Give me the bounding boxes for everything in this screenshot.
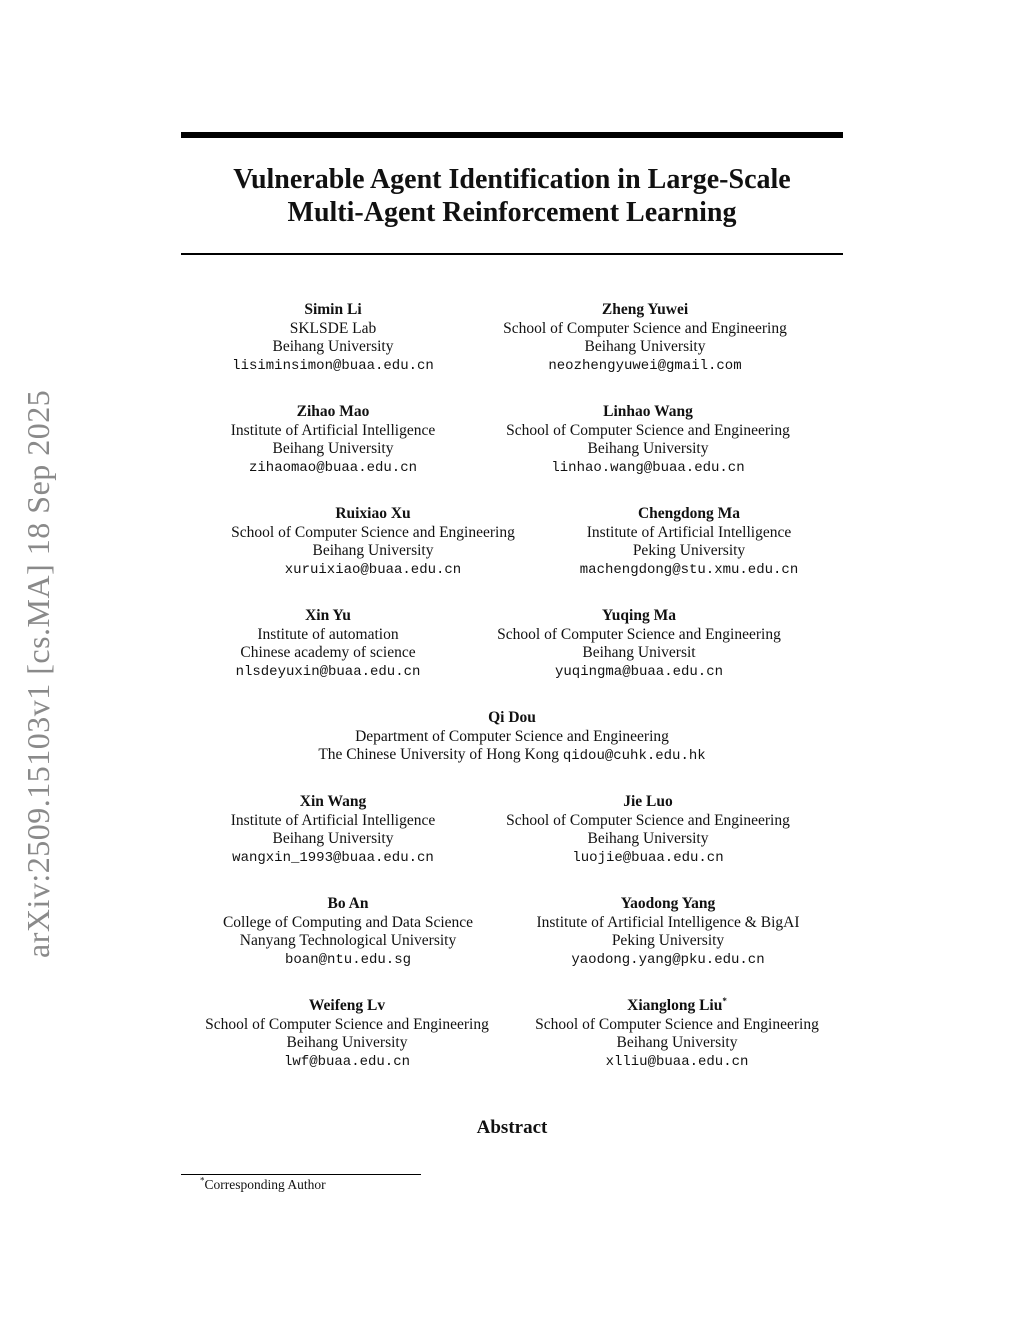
- author-affiliation: SKLSDE Lab: [289, 319, 377, 337]
- author-block: [464, 607, 814, 681]
- footnote-mark: *: [200, 1175, 205, 1186]
- author-institution: Beihang University: [286, 1034, 408, 1051]
- author-block: [172, 997, 522, 1071]
- author-affiliation: School of Computer Science and Engineering: [506, 421, 790, 439]
- author-institution: Nanyang Technological University: [239, 932, 457, 949]
- title-line-1: Vulnerable Agent Identification in Large-Scale: [233, 164, 791, 195]
- author-email[interactable]: linhao.wang@buaa.edu.cn: [551, 459, 745, 476]
- footnote-rule: [181, 1174, 421, 1175]
- author-name: Weifeng Lv: [308, 997, 386, 1014]
- author-affiliation: Department of Computer Science and Engineering: [355, 727, 669, 745]
- author-email[interactable]: xlliu@buaa.edu.cn: [605, 1053, 749, 1070]
- author-email[interactable]: neozhengyuwei@gmail.com: [548, 357, 742, 374]
- author-email[interactable]: xuruixiao@buaa.edu.cn: [284, 561, 462, 578]
- author-name: Chengdong Ma: [637, 505, 741, 522]
- author-institution: Beihang University: [587, 830, 709, 847]
- author-block: [178, 607, 478, 681]
- author-block: [183, 403, 483, 477]
- author-affiliation: School of Computer Science and Engineering: [535, 1015, 819, 1033]
- author-email[interactable]: lisiminsimon@buaa.edu.cn: [232, 357, 434, 374]
- title-rule-bottom: [181, 253, 843, 255]
- author-affiliation: School of Computer Science and Engineering: [506, 811, 790, 829]
- arxiv-identifier: arXiv:2509.15103v1 [cs.MA] 18 Sep 2025: [20, 389, 56, 958]
- author-affiliation: School of Computer Science and Engineering: [497, 625, 781, 643]
- author-block: [470, 301, 820, 375]
- author-institution: Beihang University: [616, 1034, 738, 1051]
- author-block: [262, 709, 762, 766]
- author-affiliation: Institute of Artificial Intelligence: [230, 811, 436, 829]
- author-affiliation: Institute of automation: [257, 625, 399, 643]
- author-name: Xin Wang: [299, 793, 367, 810]
- author-institution: Beihang University: [312, 542, 434, 559]
- author-email[interactable]: zihaomao@buaa.edu.cn: [248, 459, 418, 476]
- author-name: Ruixiao Xu: [335, 505, 411, 522]
- author-email[interactable]: yaodong.yang@pku.edu.cn: [571, 951, 765, 968]
- author-block: [183, 301, 483, 375]
- author-name: Xin Yu: [305, 607, 351, 624]
- author-institution: Beihang University: [272, 440, 394, 457]
- author-name: Simin Li: [304, 301, 362, 318]
- author-affiliation: Institute of Artificial Intelligence & BigAI: [536, 913, 800, 931]
- author-affiliation: College of Computing and Data Science: [222, 913, 474, 931]
- author-name: Linhao Wang: [603, 403, 693, 420]
- abstract-heading: Abstract: [476, 1117, 548, 1138]
- author-name: Zheng Yuwei: [601, 301, 689, 318]
- author-affiliation: School of Computer Science and Engineering: [503, 319, 787, 337]
- author-affiliation: School of Computer Science and Engineering: [205, 1015, 489, 1033]
- author-institution: The Chinese University of Hong Kong: [318, 746, 559, 763]
- author-email[interactable]: boan@ntu.edu.sg: [284, 951, 412, 968]
- author-email[interactable]: yuqingma@buaa.edu.cn: [554, 663, 724, 680]
- author-email[interactable]: qidou@cuhk.edu.hk: [562, 748, 706, 764]
- author-name: Yaodong Yang: [620, 895, 716, 912]
- author-email[interactable]: luojie@buaa.edu.cn: [572, 849, 724, 866]
- author-name: Yuqing Ma: [602, 607, 676, 624]
- author-name-text: Xianglong Liu: [627, 997, 723, 1014]
- author-institution: Beihang Universit: [582, 644, 696, 661]
- author-email[interactable]: lwf@buaa.edu.cn: [283, 1053, 411, 1070]
- author-name: Zihao Mao: [296, 403, 370, 420]
- author-affiliation: School of Computer Science and Engineering: [231, 523, 515, 541]
- author-block: [188, 895, 508, 969]
- footnote: [200, 1177, 326, 1193]
- author-institution: Chinese academy of science: [240, 644, 416, 661]
- author-block: [539, 505, 839, 579]
- author-email[interactable]: machengdong@stu.xmu.edu.cn: [579, 561, 799, 578]
- corresponding-mark: *: [722, 995, 727, 1006]
- author-email[interactable]: nlsdeyuxin@buaa.edu.cn: [235, 663, 421, 680]
- author-block: [508, 895, 828, 969]
- author-institution: Beihang University: [272, 830, 394, 847]
- author-institution: Beihang University: [587, 440, 709, 457]
- author-name: Jie Luo: [623, 793, 673, 810]
- author-name: Qi Dou: [488, 709, 536, 726]
- author-name: Bo An: [327, 895, 369, 912]
- author-affiliation: Institute of Artificial Intelligence: [586, 523, 792, 541]
- author-institution: Beihang University: [272, 338, 394, 355]
- author-email[interactable]: wangxin_1993@buaa.edu.cn: [232, 849, 434, 866]
- author-institution: Peking University: [611, 932, 725, 949]
- paper-title: [181, 163, 843, 229]
- footnote-text: Corresponding Author: [204, 1177, 326, 1192]
- title-line-2: Multi-Agent Reinforcement Learning: [287, 197, 737, 228]
- author-institution: Peking University: [632, 542, 746, 559]
- author-affiliation: Institute of Artificial Intelligence: [230, 421, 436, 439]
- author-block: [473, 793, 823, 867]
- author-block: [473, 403, 823, 477]
- author-institution: Beihang University: [584, 338, 706, 355]
- author-block: [183, 793, 483, 867]
- title-rule-top: [181, 132, 843, 138]
- author-name: [502, 997, 852, 1016]
- author-block: [198, 505, 548, 579]
- author-block: [502, 997, 852, 1071]
